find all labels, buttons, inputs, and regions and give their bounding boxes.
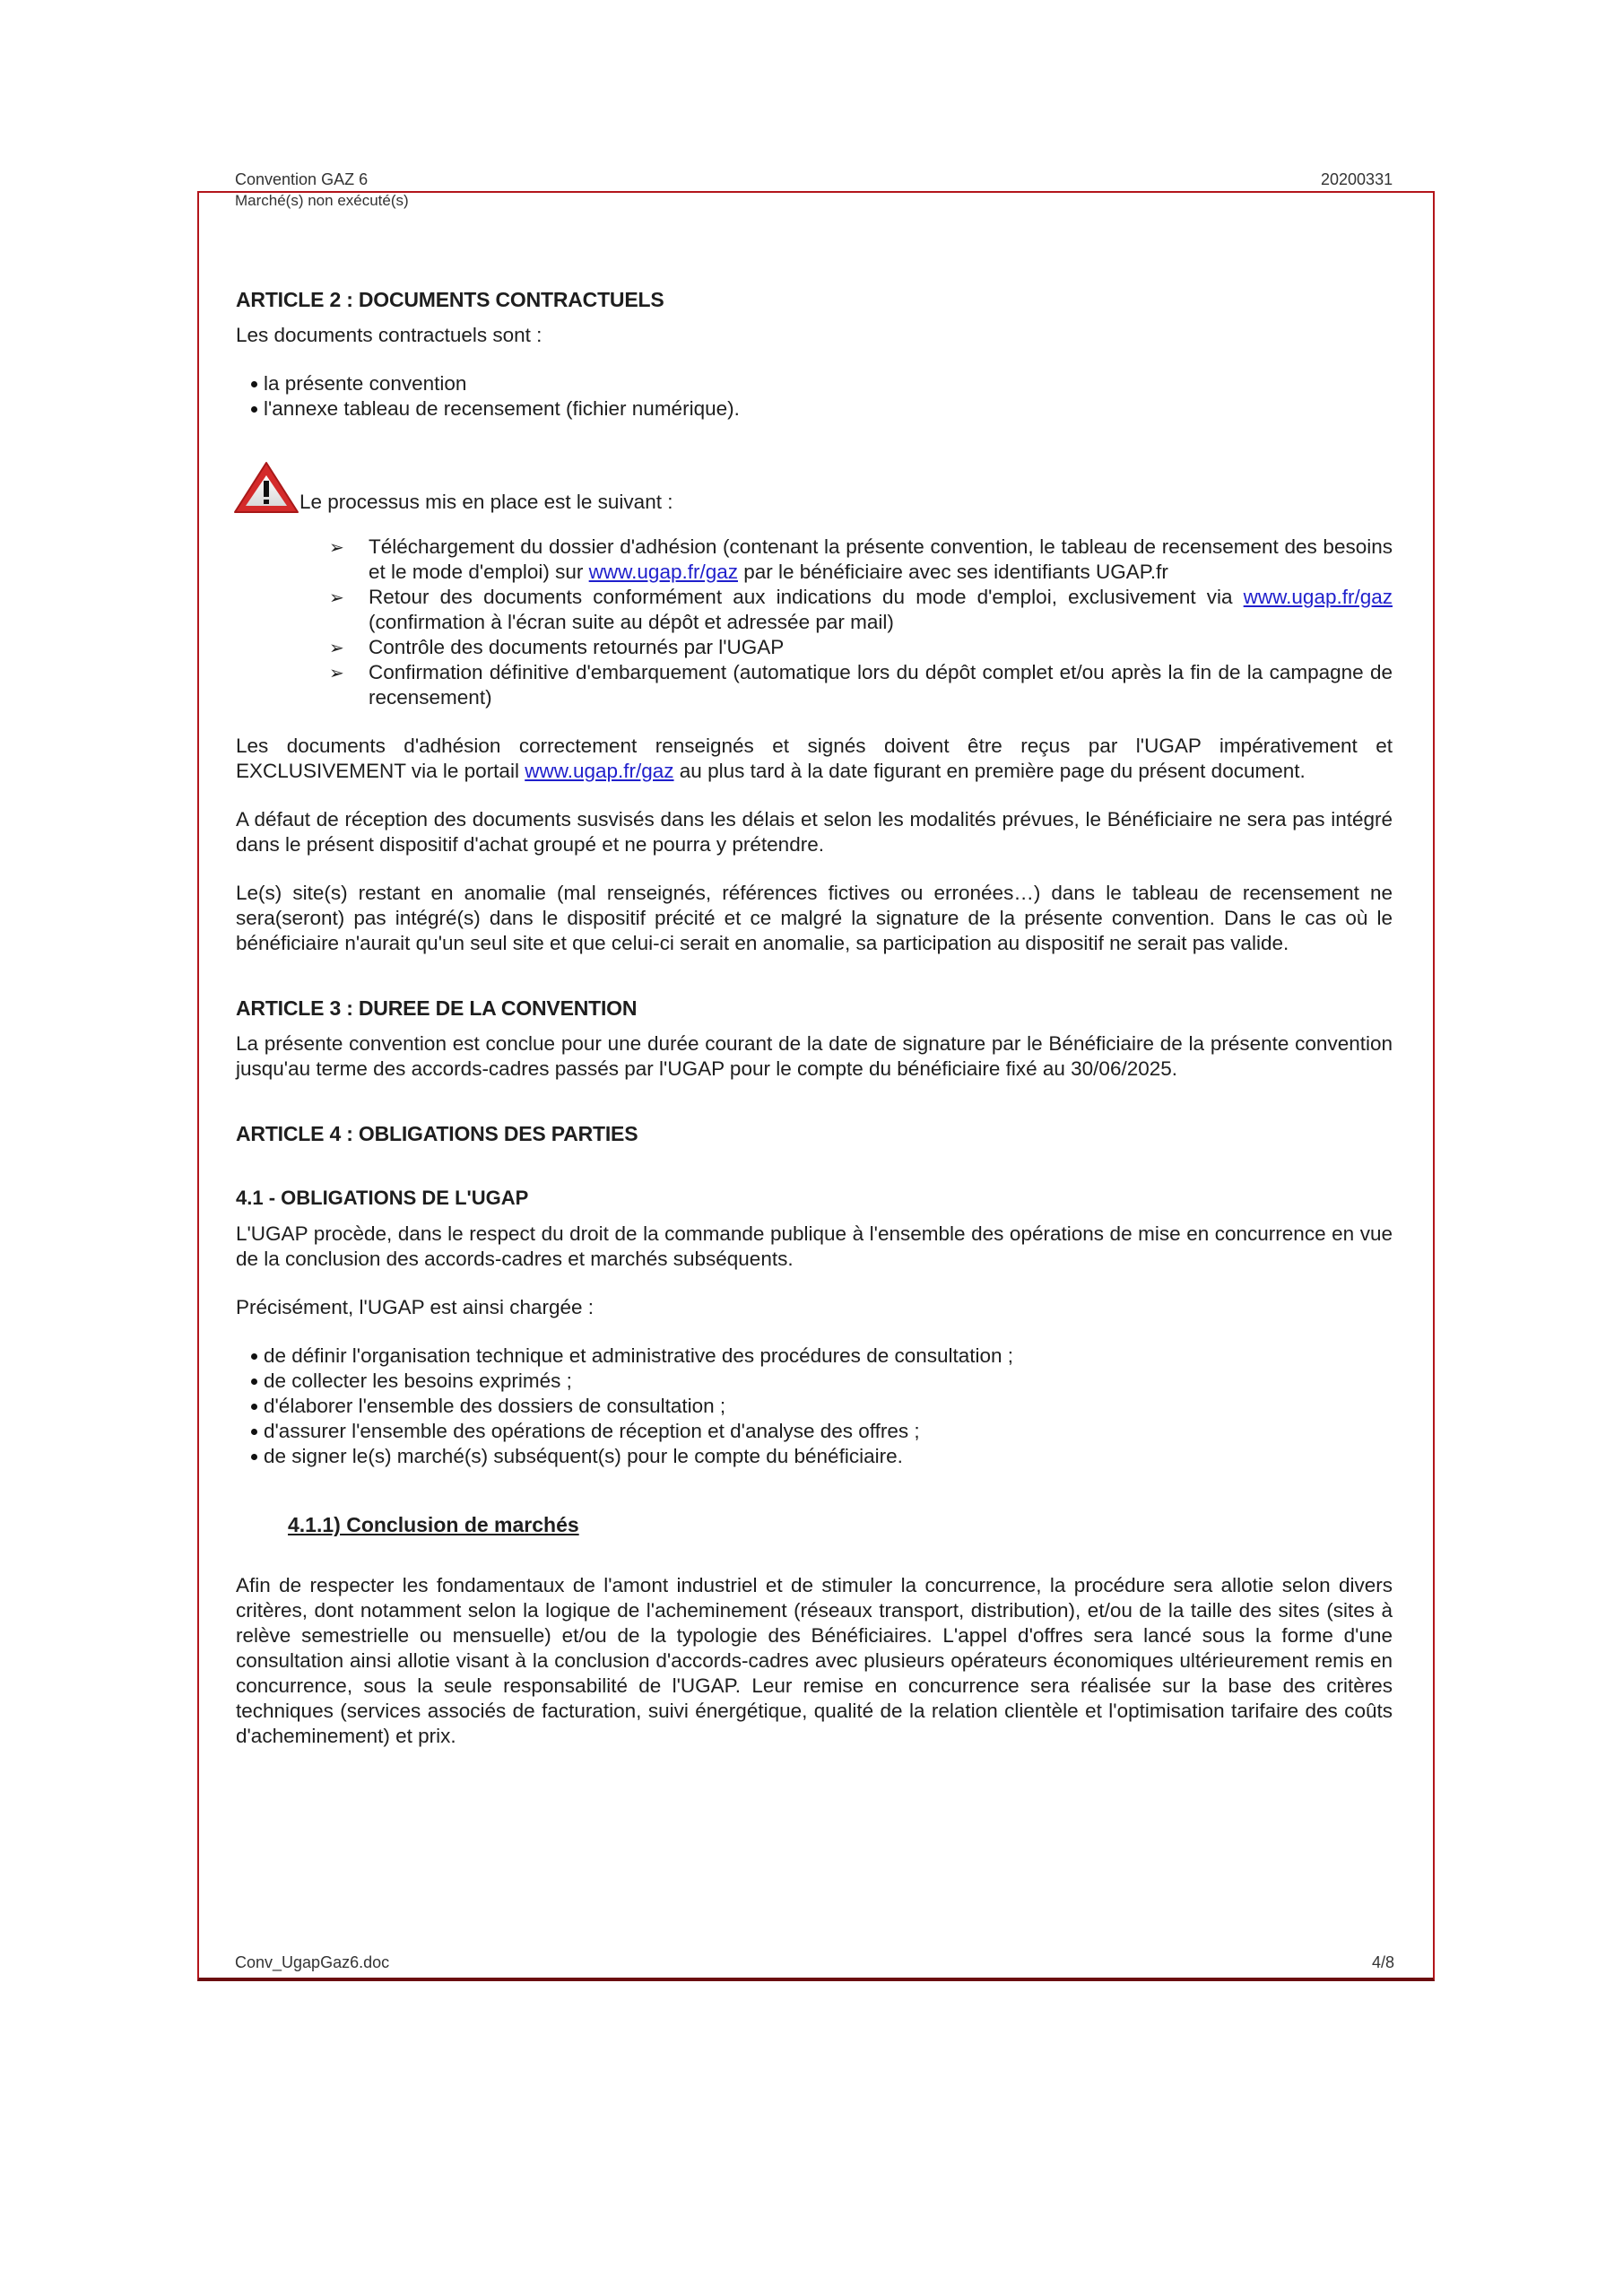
process-steps-list bbox=[236, 535, 1393, 710]
list-item: de définir l'organisation technique et administrative des procédures de consultation ; bbox=[251, 1344, 1393, 1369]
subsection-4-1-1-title: 4.1.1) Conclusion de marchés bbox=[288, 1513, 579, 1536]
step-text: Téléchargement du dossier d'adhésion (contenant la présente convention, le tableau de recensement des besoins et le mode d'emploi) sur bbox=[369, 535, 1393, 583]
step-text: par le bénéficiaire avec ses identifiants UGAP.fr bbox=[738, 561, 1168, 583]
list-item: d'élaborer l'ensemble des dossiers de consultation ; bbox=[251, 1394, 1393, 1419]
default-reception-paragraph: A défaut de réception des documents susvisés dans les délais et selon les modalités prévues, le Bénéficiaire ne sera pas intégré dans le présent dispositif d'achat groupé et ne pourra y prétendre. bbox=[236, 808, 1393, 856]
arrow-bullet-icon: ➢ bbox=[329, 664, 344, 683]
process-step bbox=[329, 535, 1393, 585]
arrow-bullet-icon: ➢ bbox=[329, 538, 344, 558]
charged-intro: Précisément, l'UGAP est ainsi chargée : bbox=[236, 1296, 595, 1318]
submission-paragraph bbox=[236, 734, 1393, 784]
paragraph-text: Les documents d'adhésion correctement renseignés et signés doivent être reçus par l'UGAP impérativement et EXCLUSIVEMENT via le portail bbox=[236, 735, 1393, 782]
section-4-1-intro: L'UGAP procède, dans le respect du droit de la commande publique à l'ensemble des opérations de mise en concurrence en vue de la conclusion des accords-cadres et marchés subséquents. bbox=[236, 1222, 1393, 1270]
article2-title: ARTICLE 2 : DOCUMENTS CONTRACTUELS bbox=[236, 288, 664, 311]
subsection-4-1-1-text: Afin de respecter les fondamentaux de l'amont industriel et de stimuler la concurrence, la procédure sera allotie selon divers critères, dont notamment selon la logique de l'acheminement (réseaux transport, distribution), et/ou de la taille des sites (sites à relève semestrielle ou mensuelle) et/ou de la typologie des Bénéficiaires. L'appel d'offres sera lancé sous la forme d'une consultation ainsi allotie visant à la conclusion d'accords-cadres avec plusieurs opérateurs économiques ultérieurement remis en concurrence, sous la seule responsabilité de l'UGAP. Leur remise en concurrence sera réalisée sur la base des critères techniques (services associés de facturation, suivi énergétique, qualité de la relation clientèle et l'optimisation tarifaire des coûts d'acheminement) et prix. bbox=[236, 1574, 1393, 1747]
article4-title: ARTICLE 4 : OBLIGATIONS DES PARTIES bbox=[236, 1122, 638, 1145]
article3-title: ARTICLE 3 : DUREE DE LA CONVENTION bbox=[236, 996, 638, 1020]
header-title: Convention GAZ 6 bbox=[235, 170, 369, 188]
header-date: 20200331 bbox=[1321, 170, 1393, 188]
list-item: de collecter les besoins exprimés ; bbox=[251, 1369, 1393, 1394]
arrow-bullet-icon: ➢ bbox=[329, 639, 344, 658]
process-step bbox=[329, 635, 1393, 660]
section-4-1-title: 4.1 - OBLIGATIONS DE L'UGAP bbox=[236, 1187, 529, 1209]
footer-filename: Conv_UgapGaz6.doc bbox=[235, 1953, 390, 1971]
ugap-portal-link[interactable]: www.ugap.fr/gaz bbox=[525, 760, 674, 782]
ugap-gaz-link[interactable]: www.ugap.fr/gaz bbox=[588, 561, 738, 583]
list-item: de signer le(s) marché(s) subséquent(s) pour le compte du bénéficiaire. bbox=[251, 1444, 1393, 1469]
list-item: d'assurer l'ensemble des opérations de réception et d'analyse des offres ; bbox=[251, 1419, 1393, 1444]
footer-page-number: 4/8 bbox=[1372, 1953, 1395, 1971]
document-body bbox=[236, 287, 1393, 1749]
anomaly-paragraph: Le(s) site(s) restant en anomalie (mal renseignés, références fictives ou erronées…) dans le tableau de recensement ne sera(seront) pas intégré(s) dans le dispositif précité et ce malgré la signature de la présente convention. Dans le cas où le bénéficiaire n'aurait qu'un seul site et que celui-ci serait en anomalie, sa participation au dispositif ne serait pas valide. bbox=[236, 882, 1393, 954]
step-text: Contrôle des documents retournés par l'UGAP bbox=[369, 636, 785, 658]
step-text: (confirmation à l'écran suite au dépôt et adressée par mail) bbox=[369, 611, 894, 633]
contract-documents-list bbox=[236, 371, 1393, 422]
list-item: la présente convention bbox=[251, 371, 1393, 396]
ugap-duties-list bbox=[236, 1344, 1393, 1469]
article3-text: La présente convention est conclue pour une durée courant de la date de signature par le Bénéficiaire de la présente convention jusqu'au terme des accords-cadres passés par l'UGAP pour le compte du bénéficiaire fixé au 30/06/2025. bbox=[236, 1032, 1393, 1080]
process-intro: Le processus mis en place est le suivant : bbox=[299, 491, 673, 513]
process-intro-row bbox=[236, 461, 1393, 515]
step-text: Retour des documents conformément aux indications du mode d'emploi, exclusivement via bbox=[369, 586, 1244, 608]
paragraph-text: au plus tard à la date figurant en première page du présent document. bbox=[673, 760, 1306, 782]
process-step bbox=[329, 585, 1393, 635]
header-subtitle: Marché(s) non exécuté(s) bbox=[235, 192, 409, 209]
list-item: l'annexe tableau de recensement (fichier numérique). bbox=[251, 396, 1393, 422]
process-step bbox=[329, 660, 1393, 710]
step-text: Confirmation définitive d'embarquement (automatique lors du dépôt complet et/ou après la fin de la campagne de recensement) bbox=[369, 661, 1393, 709]
ugap-gaz-link[interactable]: www.ugap.fr/gaz bbox=[1243, 586, 1393, 608]
article2-intro: Les documents contractuels sont : bbox=[236, 324, 542, 346]
warning-triangle-icon bbox=[233, 461, 299, 515]
arrow-bullet-icon: ➢ bbox=[329, 588, 344, 608]
